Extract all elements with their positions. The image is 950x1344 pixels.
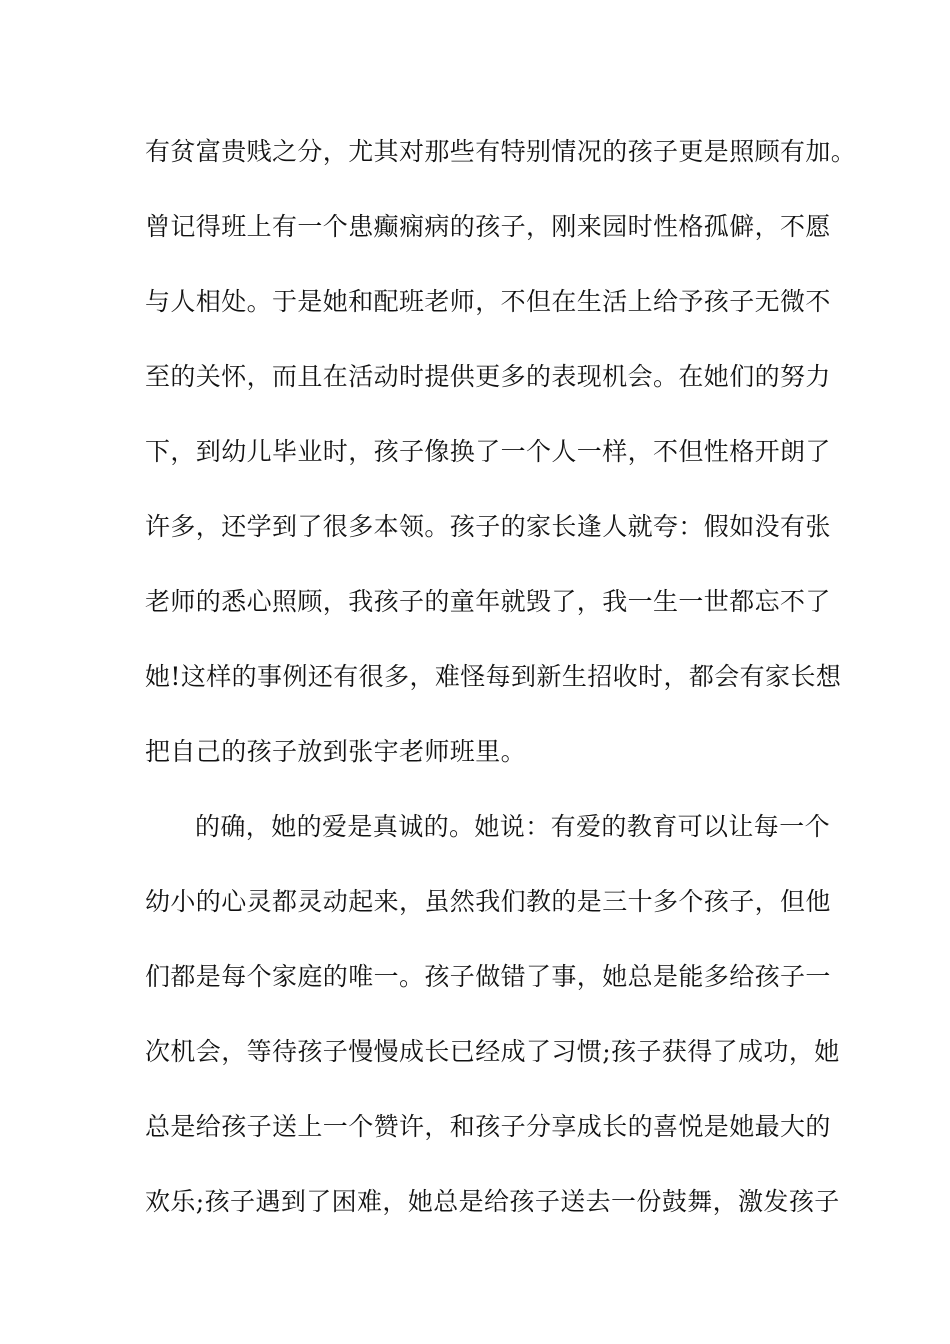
paragraph-start-line: 的确，她的爱是真诚的。她说：有爱的教育可以让每一个 (195, 812, 831, 841)
text-line: 有贫富贵贱之分，尤其对那些有特别情况的孩子更是照顾有加。 (145, 137, 857, 166)
text-line: 总是给孩子送上一个赞许，和孩子分享成长的喜悦是她最大的 (145, 1112, 831, 1141)
text-line: 许多，还学到了很多本领。孩子的家长逢人就夸：假如没有张 (145, 512, 831, 541)
text-line: 欢乐;孩子遇到了困难，她总是给孩子送去一份鼓舞，激发孩子 (145, 1187, 840, 1216)
text-line: 次机会，等待孩子慢慢成长已经成了习惯;孩子获得了成功，她 (145, 1037, 840, 1066)
text-line: 她!这样的事例还有很多，难怪每到新生招收时，都会有家长想 (145, 662, 842, 691)
text-line: 与人相处。于是她和配班老师，不但在生活上给予孩子无微不 (145, 287, 831, 316)
text-line: 们都是每个家庭的唯一。孩子做错了事，她总是能多给孩子一 (145, 962, 831, 991)
body-text (145, 128, 857, 1253)
text-line: 老师的悉心照顾，我孩子的童年就毁了，我一生一世都忘不了 (145, 587, 831, 616)
text-line: 下，到幼儿毕业时，孩子像换了一个人一样，不但性格开朗了 (145, 437, 831, 466)
text-line: 至的关怀，而且在活动时提供更多的表现机会。在她们的努力 (145, 362, 831, 391)
text-line: 把自己的孩子放到张宇老师班里。 (145, 737, 527, 766)
text-line: 幼小的心灵都灵动起来，虽然我们教的是三十多个孩子，但他 (145, 887, 831, 916)
text-line: 曾记得班上有一个患癫痫病的孩子，刚来园时性格孤僻，不愿 (145, 212, 831, 241)
